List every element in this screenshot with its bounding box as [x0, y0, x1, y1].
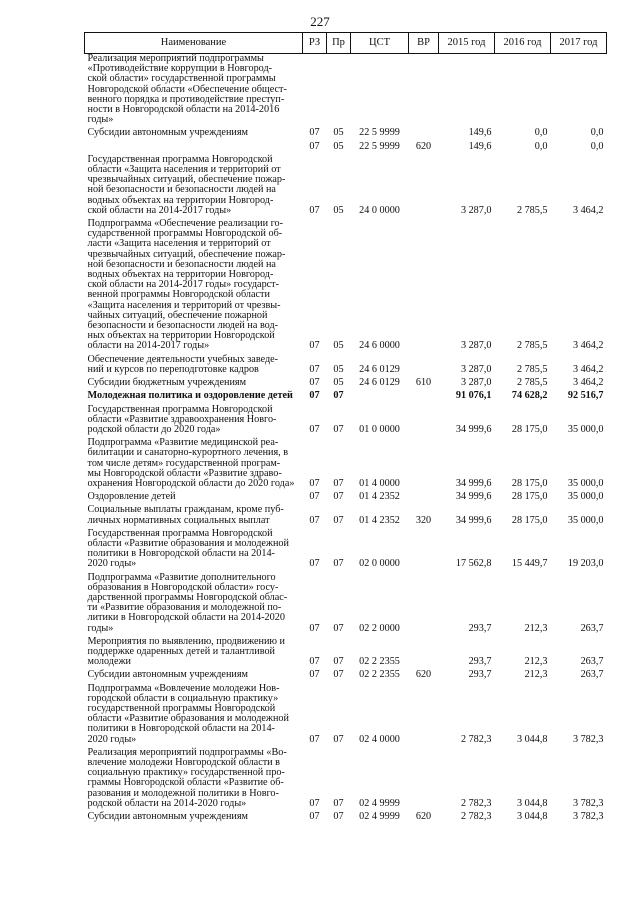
row-vr: 620 — [415, 669, 432, 681]
row-cst: 01 0 0000 — [359, 423, 400, 435]
row-pr: 07 — [333, 656, 344, 668]
row-2015: 293,7 — [468, 622, 492, 634]
row-name-line: «Защита населения и территорий от чрезвы- — [87, 299, 281, 311]
table-row — [85, 438, 607, 492]
row-name-line: безопасности и безопасности людей на вод- — [87, 320, 279, 332]
row-vr — [409, 355, 439, 378]
row-name-line: литики в Новгородской области на 2014-2020 — [87, 612, 285, 624]
row-name-line: молодежи — [87, 656, 131, 668]
row-2017 — [551, 54, 607, 129]
row-2016: 0,0 — [534, 127, 548, 139]
row-name-line: Реализация мероприятий подпрограммы «Во- — [87, 746, 287, 758]
table-header — [85, 33, 607, 54]
row-2017: 263,7 — [580, 656, 604, 668]
row-pr: 05 — [333, 377, 344, 389]
row-cst: 22 5 9999 — [359, 127, 400, 139]
table-row — [85, 637, 607, 671]
row-name-line: ной безопасности и безопасности людей на — [87, 258, 276, 270]
row-2017: 35 000,0 — [567, 514, 604, 526]
row-2017: 19 203,0 — [567, 558, 604, 570]
row-cst: 01 4 2352 — [359, 514, 400, 526]
row-pr: 05 — [333, 340, 344, 352]
row-name-line: чрезвычайных ситуаций, обеспечение пожар- — [87, 174, 286, 186]
row-2017: 263,7 — [580, 622, 604, 634]
row-name-line: личных нормативных социальных выплат — [87, 514, 270, 526]
row-2017: 3 464,2 — [572, 377, 604, 389]
row-cst: 02 0 0000 — [359, 558, 400, 570]
row-pr: 05 — [333, 127, 344, 139]
row-pr: 07 — [333, 669, 344, 681]
row-name-line: билитации и санаторно-курортного лечения, в — [87, 447, 289, 459]
row-vr — [409, 438, 439, 492]
row-vr — [409, 492, 439, 505]
row-name-line: влечение молодежи Новгородской области в — [87, 757, 280, 768]
header-rz: РЗ — [303, 33, 327, 54]
table-row — [85, 219, 607, 355]
row-rz: 07 — [309, 797, 320, 809]
table-row — [85, 155, 607, 219]
row-2016: 28 175,0 — [511, 477, 548, 489]
row-name — [85, 684, 303, 748]
row-pr — [327, 54, 351, 129]
row-2015: 2 782,3 — [460, 811, 492, 823]
row-cst: 01 4 0000 — [359, 477, 400, 489]
row-rz: 07 — [309, 340, 320, 352]
row-name-line: области на 2014-2017 годы» — [87, 340, 210, 352]
row-rz: 07 — [309, 491, 320, 503]
row-2017: 35 000,0 — [567, 423, 604, 435]
table-row — [85, 812, 607, 825]
row-name-line: Государственная программа Новгородской — [87, 527, 273, 539]
row-name-line: Подпрограмма «Развитие медицинской реа- — [87, 437, 279, 449]
row-vr — [409, 529, 439, 573]
row-2015: 2 782,3 — [460, 797, 492, 809]
row-name-line: чрезвычайных ситуаций, обеспечение пожар- — [87, 248, 286, 260]
row-name-line: области «Развитие образования и молодежной — [87, 537, 289, 549]
row-vr — [409, 391, 439, 404]
row-2017: 3 782,3 — [572, 733, 604, 745]
row-2017: 0,0 — [590, 140, 604, 152]
row-name-line: Субсидии бюджетным учреждениям — [87, 377, 247, 389]
page-number: 227 — [310, 14, 330, 29]
row-name — [85, 391, 303, 404]
row-2015: 3 287,0 — [460, 204, 492, 216]
row-2016: 212,3 — [524, 669, 548, 681]
row-name-line: ской области» государственной программы — [87, 73, 276, 85]
row-vr — [409, 573, 439, 637]
row-rz: 07 — [309, 204, 320, 216]
row-vr: 610 — [415, 377, 432, 389]
row-name-line: Молодежная политика и оздоровление детей — [87, 390, 293, 402]
row-pr: 07 — [333, 797, 344, 809]
row-name-line: чайных ситуаций, обеспечение пожарной — [87, 309, 268, 321]
row-name-line: городской области в социальную практику» — [87, 692, 279, 704]
row-cst: 01 4 2352 — [359, 491, 400, 503]
row-cst — [351, 54, 409, 129]
row-name-line: Новгородской области «Обеспечение общест- — [87, 83, 287, 95]
row-pr: 05 — [333, 204, 344, 216]
row-name — [85, 505, 303, 528]
row-2017: 3 782,3 — [572, 811, 604, 823]
row-name-line: 2020 годы» — [87, 558, 137, 570]
row-vr: 620 — [415, 140, 432, 152]
row-name-line: государственной программы Новгородской — [87, 702, 276, 714]
row-rz: 07 — [309, 127, 320, 139]
row-name-line: ской области на 2014-2017 годы» государст- — [87, 279, 280, 291]
row-name — [85, 54, 303, 129]
row-2017: 3 464,2 — [572, 363, 604, 375]
row-vr — [409, 684, 439, 748]
row-pr: 07 — [333, 390, 344, 402]
row-2016: 3 044,8 — [516, 733, 548, 745]
header-vr: ВР — [409, 33, 439, 54]
row-name-line: Подпрограмма «Вовлечение молодежи Нов- — [87, 682, 280, 694]
row-name — [85, 812, 303, 825]
row-rz: 07 — [309, 390, 320, 402]
row-cst — [351, 391, 409, 404]
row-name — [85, 748, 303, 812]
row-2015: 3 287,0 — [460, 377, 492, 389]
row-2016: 28 175,0 — [511, 514, 548, 526]
table-row — [85, 748, 607, 812]
table-row — [85, 670, 607, 683]
row-cst: 02 4 9999 — [359, 797, 400, 809]
row-name-line: граммы Новгородской области «Развитие об- — [87, 777, 284, 789]
row-rz: 07 — [309, 669, 320, 681]
row-name — [85, 438, 303, 492]
row-2016: 15 449,7 — [511, 558, 548, 570]
row-2015: 91 076,1 — [455, 390, 492, 402]
row-name — [85, 219, 303, 355]
table-row — [85, 355, 607, 378]
row-2016 — [495, 54, 551, 129]
row-rz: 07 — [309, 514, 320, 526]
row-pr: 05 — [333, 363, 344, 375]
header-2016: 2016 год — [495, 33, 551, 54]
row-2015: 149,6 — [468, 140, 492, 152]
row-2016: 3 044,8 — [516, 797, 548, 809]
row-2015: 34 999,6 — [455, 491, 492, 503]
row-2016: 74 628,2 — [511, 390, 548, 402]
row-rz: 07 — [309, 733, 320, 745]
row-name-line: разования и молодежной политики в Новго- — [87, 787, 279, 799]
row-pr: 07 — [333, 733, 344, 745]
table-row — [85, 54, 607, 129]
table-row — [85, 405, 607, 439]
row-rz — [303, 54, 327, 129]
row-2016: 212,3 — [524, 622, 548, 634]
row-cst: 24 6 0129 — [359, 363, 400, 375]
row-name-line: Государственная программа Новгородской — [87, 403, 273, 415]
row-pr: 07 — [333, 811, 344, 823]
row-2015: 34 999,6 — [455, 423, 492, 435]
row-2017: 3 464,2 — [572, 340, 604, 352]
table-row — [85, 142, 607, 155]
table-row — [85, 391, 607, 404]
row-name-line: ласти «Защита населения и территорий от — [87, 238, 271, 250]
row-cst: 02 2 2355 — [359, 656, 400, 668]
row-name — [85, 128, 303, 141]
row-rz: 07 — [309, 377, 320, 389]
row-vr — [409, 155, 439, 219]
row-name — [85, 405, 303, 439]
row-2017: 35 000,0 — [567, 477, 604, 489]
row-name-line: родской области до 2020 года» — [87, 423, 221, 435]
row-2016: 28 175,0 — [511, 423, 548, 435]
row-name-line: ти «Развитие образования и молодежной по- — [87, 602, 282, 614]
row-vr — [409, 748, 439, 812]
row-name-line: Подпрограмма «Обеспечение реализации го- — [87, 218, 284, 230]
row-vr — [409, 128, 439, 141]
row-2017: 92 516,7 — [567, 390, 604, 402]
row-name-line: области «Защита населения и территорий от — [87, 164, 281, 176]
row-rz: 07 — [309, 423, 320, 435]
table-row — [85, 573, 607, 637]
row-2017: 3 782,3 — [572, 797, 604, 809]
row-name-line: образования в Новгородской области» госу- — [87, 581, 279, 593]
row-name-line: сударственной программы Новгородской об- — [87, 228, 283, 240]
row-2015: 293,7 — [468, 669, 492, 681]
row-name-line: политики в Новгородской области на 2014- — [87, 548, 275, 560]
row-name-line: Субсидии автономным учреждениям — [87, 669, 248, 681]
row-rz: 07 — [309, 811, 320, 823]
row-2016: 28 175,0 — [511, 491, 548, 503]
row-name-line: годы» — [87, 114, 114, 126]
row-2015: 3 287,0 — [460, 363, 492, 375]
row-name-line: Государственная программа Новгородской — [87, 153, 273, 165]
row-name-line: «Противодействие коррупции в Новгород- — [87, 63, 273, 75]
row-cst: 02 4 0000 — [359, 733, 400, 745]
row-name-line: политики в Новгородской области на 2014- — [87, 723, 275, 735]
row-vr — [409, 54, 439, 129]
row-cst: 22 5 9999 — [359, 140, 400, 152]
row-name — [85, 637, 303, 671]
row-cst: 02 4 9999 — [359, 811, 400, 823]
row-name-line: Мероприятия по выявлению, продвижению и — [87, 635, 286, 647]
row-name-line: Реализация мероприятий подпрограммы — [87, 53, 264, 64]
row-name — [85, 355, 303, 378]
row-rz: 07 — [309, 477, 320, 489]
row-pr: 07 — [333, 491, 344, 503]
row-2015 — [439, 54, 495, 129]
row-name-line: ности в Новгородской области на 2014-2016 — [87, 104, 280, 116]
row-name-line: области «Развитие образования и молодежной — [87, 713, 289, 725]
row-vr: 320 — [415, 514, 432, 526]
row-cst: 24 6 0000 — [359, 340, 400, 352]
row-vr — [409, 637, 439, 671]
row-name — [85, 670, 303, 683]
row-cst: 24 0 0000 — [359, 204, 400, 216]
row-pr: 07 — [333, 558, 344, 570]
row-2017: 0,0 — [590, 127, 604, 139]
row-name-line: том числе детям» государственной програм- — [87, 457, 281, 469]
row-name-line: ний и курсов по переподготовке кадров — [87, 363, 259, 375]
row-name-line: Обеспечение деятельности учебных заведе- — [87, 353, 279, 365]
table-row — [85, 529, 607, 573]
row-2015: 17 562,8 — [455, 558, 492, 570]
header-pr: Пр — [327, 33, 351, 54]
row-name-line: Субсидии автономным учреждениям — [87, 811, 248, 823]
row-2015: 34 999,6 — [455, 514, 492, 526]
table-row — [85, 505, 607, 528]
row-name — [85, 142, 303, 155]
row-pr: 07 — [333, 514, 344, 526]
row-name-line: годы» — [87, 622, 114, 634]
row-rz: 07 — [309, 558, 320, 570]
row-pr: 07 — [333, 423, 344, 435]
row-cst: 24 6 0129 — [359, 377, 400, 389]
row-vr: 620 — [415, 811, 432, 823]
budget-table — [84, 32, 607, 825]
row-rz: 07 — [309, 363, 320, 375]
row-name-line: родской области на 2014-2020 годы» — [87, 797, 247, 809]
row-name-line: венного порядка и противодействие преступ- — [87, 93, 285, 105]
row-2016: 2 785,5 — [516, 377, 548, 389]
header-cst: ЦСТ — [351, 33, 409, 54]
row-name-line: охранения Новгородской области до 2020 года» — [87, 477, 295, 489]
row-2017: 3 464,2 — [572, 204, 604, 216]
row-name-line: водных объектах на территории Новгород- — [87, 194, 274, 206]
row-name-line: водных объектах на территории Новгород- — [87, 269, 274, 281]
row-pr: 07 — [333, 622, 344, 634]
row-name-line: ской области на 2014-2017 годы» — [87, 204, 232, 216]
row-name — [85, 155, 303, 219]
row-name-line: Социальные выплаты гражданам, кроме пуб- — [87, 504, 284, 516]
row-2016: 2 785,5 — [516, 363, 548, 375]
row-vr — [409, 405, 439, 439]
row-name — [85, 529, 303, 573]
row-2015: 34 999,6 — [455, 477, 492, 489]
row-2015: 293,7 — [468, 656, 492, 668]
header-name: Наименование — [85, 33, 303, 54]
table-row — [85, 684, 607, 748]
row-2015: 2 782,3 — [460, 733, 492, 745]
row-name-line: социальную практику» государственной про- — [87, 767, 285, 779]
row-2016: 0,0 — [534, 140, 548, 152]
row-name-line: области «Развитие здравоохранения Новго- — [87, 413, 277, 425]
row-vr — [409, 219, 439, 355]
row-2015: 3 287,0 — [460, 340, 492, 352]
row-name-line: ных объектах на территории Новгородской — [87, 330, 275, 342]
header-2017: 2017 год — [551, 33, 607, 54]
row-2016: 2 785,5 — [516, 204, 548, 216]
row-rz: 07 — [309, 656, 320, 668]
table-body — [85, 54, 607, 826]
row-2017: 35 000,0 — [567, 491, 604, 503]
row-name — [85, 573, 303, 637]
row-name-line: Подпрограмма «Развитие дополнительного — [87, 571, 276, 583]
row-cst: 02 2 2355 — [359, 669, 400, 681]
table-row — [85, 128, 607, 141]
row-pr: 07 — [333, 477, 344, 489]
row-2016: 2 785,5 — [516, 340, 548, 352]
row-name-line: Субсидии автономным учреждениям — [87, 127, 248, 139]
row-2015: 149,6 — [468, 127, 492, 139]
row-name-line: Оздоровление детей — [87, 491, 176, 503]
row-name-line: поддержке одаренных детей и талантливой — [87, 645, 275, 657]
row-cst: 02 2 0000 — [359, 622, 400, 634]
row-2016: 212,3 — [524, 656, 548, 668]
row-2016: 3 044,8 — [516, 811, 548, 823]
row-name-line: дарственной программы Новгородской облас- — [87, 591, 288, 603]
row-rz: 07 — [309, 622, 320, 634]
row-name-line: ной безопасности и безопасности людей на — [87, 184, 276, 196]
row-pr: 05 — [333, 140, 344, 152]
row-name-line: венной программы Новгородской области — [87, 289, 270, 301]
header-2015: 2015 год — [439, 33, 495, 54]
row-2017: 263,7 — [580, 669, 604, 681]
row-rz: 07 — [309, 140, 320, 152]
row-name-line: 2020 годы» — [87, 733, 137, 745]
row-name-line: мы Новгородской области «Развитие здраво- — [87, 467, 282, 479]
